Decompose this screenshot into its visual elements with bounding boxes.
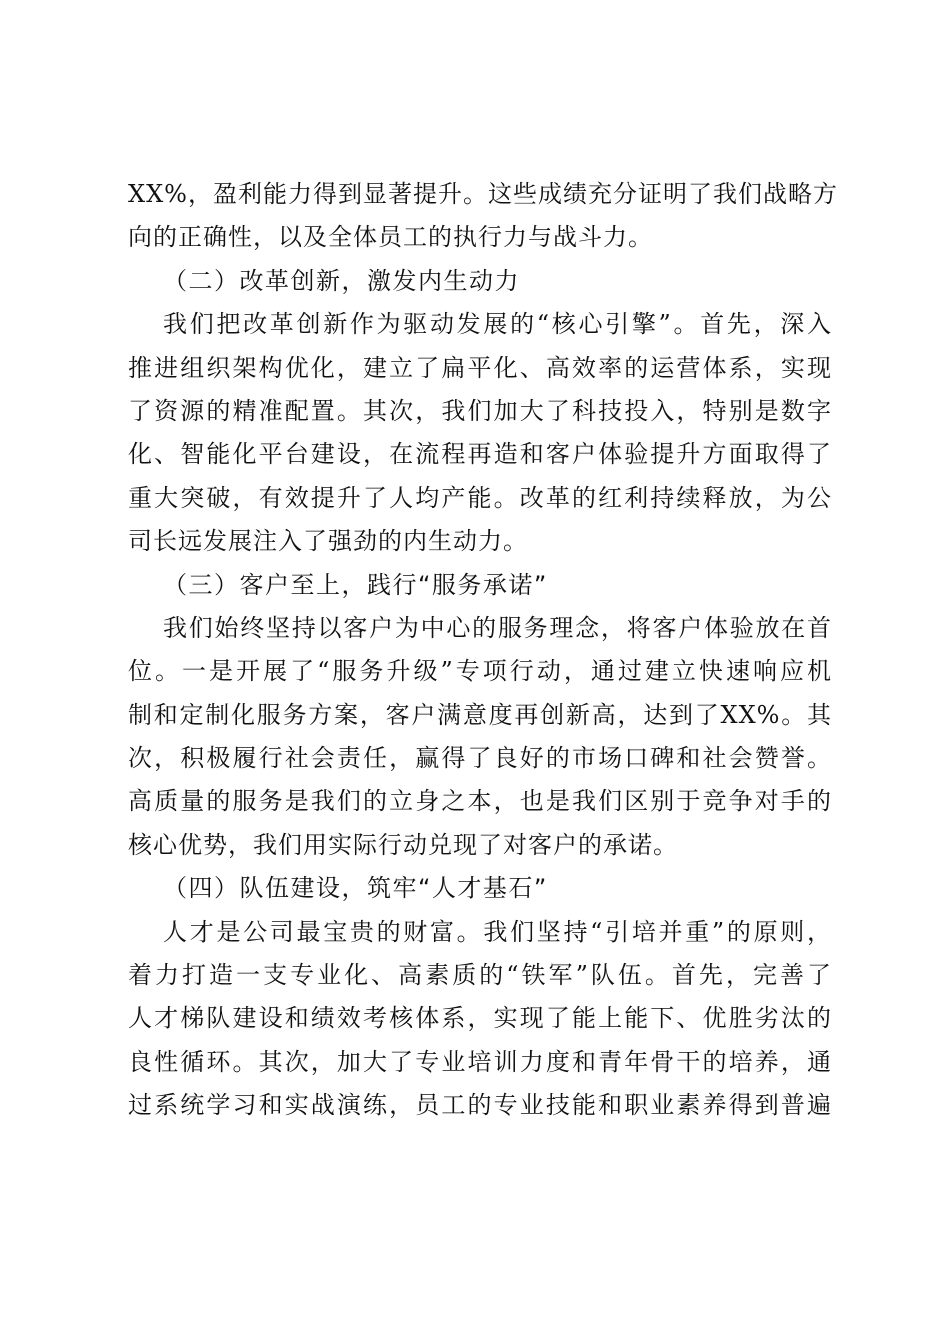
body-text-line: 我们始终坚持以客户为中心的服务理念，将客户体验放在首 xyxy=(163,613,832,642)
body-text-line: 次，积极履行社会责任，赢得了良好的市场口碑和社会赞誉。 xyxy=(128,744,832,773)
body-text-line: 着力打造一支专业化、高素质的“铁军”队伍。首先，完善了 xyxy=(128,961,832,990)
body-text-line: XX%，盈利能力得到显著提升。这些成绩充分证明了我们战略方 xyxy=(128,180,838,208)
body-text-line: 人才是公司最宝贵的财富。我们坚持“引培并重”的原则， xyxy=(163,917,832,946)
body-text-line: 向的正确性，以及全体员工的执行力与战斗力。 xyxy=(128,223,653,252)
body-text-line: 司长远发展注入了强劲的内生动力。 xyxy=(128,527,528,556)
section-heading-3: （三）客户至上，践行“服务承诺” xyxy=(163,570,548,599)
body-text-line: 推进组织架构优化，建立了扁平化、高效率的运营体系，实现 xyxy=(128,353,832,382)
body-text-line: 制和定制化服务方案，客户满意度再创新高，达到了XX%。其 xyxy=(128,700,832,729)
body-text-line: 位。一是开展了“服务升级”专项行动，通过建立快速响应机 xyxy=(128,657,832,686)
body-text-line: 良性循环。其次，加大了专业培训力度和青年骨干的培养，通 xyxy=(128,1047,832,1076)
section-heading-2: （二）改革创新，激发内生动力 xyxy=(163,266,520,295)
body-text-line: 核心优势，我们用实际行动兑现了对客户的承诺。 xyxy=(128,830,678,859)
body-text-line: 了资源的精准配置。其次，我们加大了科技投入，特别是数字 xyxy=(128,396,832,425)
section-heading-4: （四）队伍建设，筑牢“人才基石” xyxy=(163,874,548,903)
document-page xyxy=(128,173,838,1128)
body-text-line: 重大突破，有效提升了人均产能。改革的红利持续释放，为公 xyxy=(128,483,832,512)
body-text-line: 过系统学习和实战演练，员工的专业技能和职业素养得到普遍 xyxy=(128,1091,832,1120)
body-text-line: 化、智能化平台建设，在流程再造和客户体验提升方面取得了 xyxy=(128,440,832,469)
body-text-line: 人才梯队建设和绩效考核体系，实现了能上能下、优胜劣汰的 xyxy=(128,1004,832,1033)
body-text-line: 高质量的服务是我们的立身之本，也是我们区别于竞争对手的 xyxy=(128,787,832,816)
body-text-line: 我们把改革创新作为驱动发展的“核心引擎”。首先，深入 xyxy=(163,310,832,339)
